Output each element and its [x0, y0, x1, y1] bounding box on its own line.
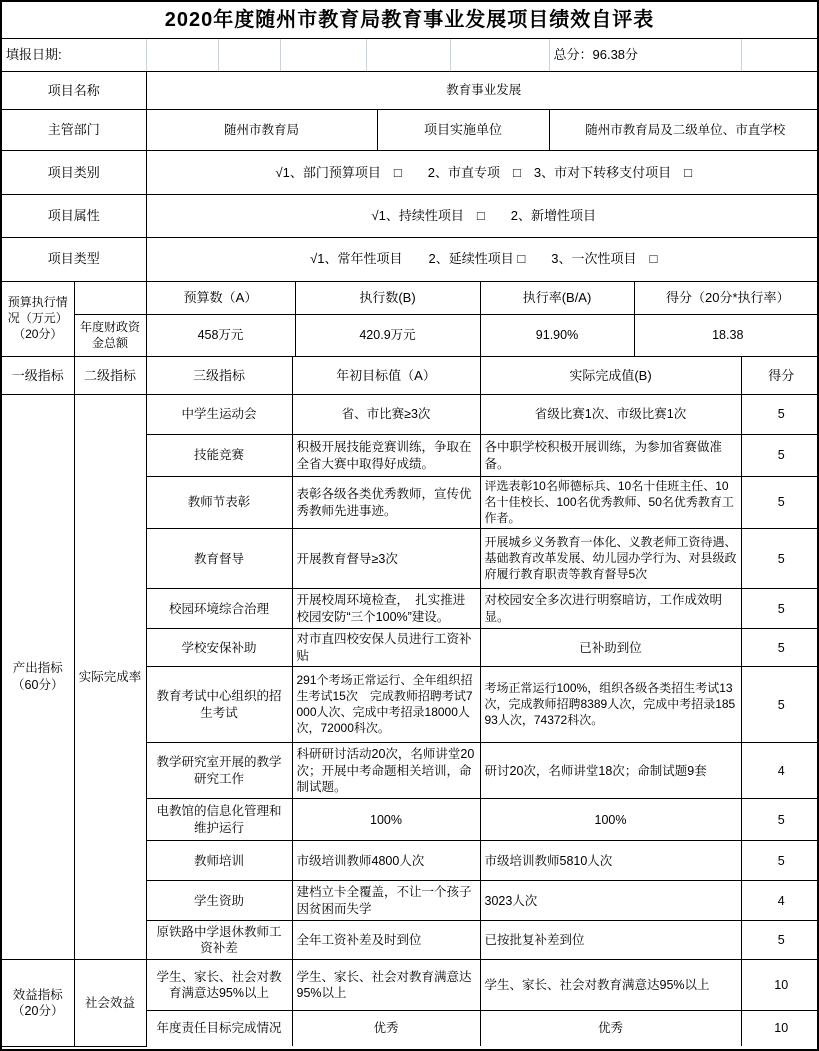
benefit-indicators-table — [2, 960, 819, 1047]
empty-cell — [450, 39, 549, 72]
score-cell: 4 — [741, 743, 819, 799]
category-options: √1、部门预算项目 □ 2、市直专项 □ 3、市对下转移支付项目 □ — [146, 151, 819, 194]
benefit-section-label: 效益指标（20分） — [2, 960, 74, 1046]
score-cell: 5 — [741, 529, 819, 589]
supervisor-value: 随州市教育局 — [146, 110, 377, 151]
actual-cell: 学生、家长、社会对教育满意达95%以上 — [480, 960, 741, 1010]
budget-row-label: 年度财政资金总额 — [74, 315, 146, 357]
indicator-name-cell: 教育考试中心组织的招生考试 — [146, 667, 292, 743]
actual-cell: 开展城乡义务教育一体化、义教老师工资待遇、基础教育改革发展、幼儿园办学行为、对县级政府履行教育职责等教育督导5次 — [480, 529, 741, 589]
rate-col-header: 执行率(B/A) — [480, 282, 634, 315]
score-cell: 5 — [741, 667, 819, 743]
attribute-options: √1、持续性项目 □ 2、新增性项目 — [146, 194, 819, 237]
project-name-table — [2, 72, 819, 110]
actual-cell: 对校园安全多次进行明察暗访，工作成效明显。 — [480, 589, 741, 629]
target-cell: 100% — [292, 799, 480, 841]
score-cell: 5 — [741, 477, 819, 529]
budget-table — [2, 282, 819, 358]
actual-cell: 市级培训教师5810人次 — [480, 841, 741, 881]
table-row — [2, 395, 819, 435]
target-cell: 建档立卡全覆盖，不让一个孩子因贫困而失学 — [292, 881, 480, 921]
score-cell: 5 — [741, 395, 819, 435]
target-cell: 全年工资补差及时到位 — [292, 921, 480, 960]
target-cell: 优秀 — [292, 1010, 480, 1046]
output-indicators-table — [2, 395, 819, 961]
exec-value: 420.9万元 — [295, 315, 480, 357]
category-label: 项目类别 — [2, 151, 146, 194]
empty-cell — [74, 282, 146, 315]
score-header: 得分 — [741, 357, 819, 394]
rate-value: 91.90% — [480, 315, 634, 357]
indicator-name-cell: 技能竞赛 — [146, 435, 292, 477]
actual-cell: 各中职学校积极开展训练，为参加省赛做准备。 — [480, 435, 741, 477]
score-cell: 5 — [741, 921, 819, 960]
indicator-name-cell: 教师培训 — [146, 841, 292, 881]
indicator-name-cell: 学生、家长、社会对教育满意达95%以上 — [146, 960, 292, 1010]
actual-cell: 已按批复补差到位 — [480, 921, 741, 960]
project-name-label: 项目名称 — [2, 72, 146, 109]
implement-unit-label: 项目实施单位 — [377, 110, 549, 151]
actual-cell: 考场正常运行100%，组织各级各类招生考试13次，完成教师招聘8389人次，完成中考招录18593人次，74372科次。 — [480, 667, 741, 743]
level3-header: 三级指标 — [146, 357, 292, 394]
supervisor-table — [2, 110, 819, 152]
target-cell: 省、市比赛≥3次 — [292, 395, 480, 435]
level2-header: 二级指标 — [74, 357, 146, 394]
empty-cell — [366, 39, 450, 72]
target-cell: 对市直四校安保人员进行工资补贴 — [292, 629, 480, 667]
indicator-name-cell: 年度责任目标完成情况 — [146, 1010, 292, 1046]
type-label: 项目类型 — [2, 237, 146, 281]
title-table — [2, 2, 817, 39]
indicator-name-cell: 学校安保补助 — [146, 629, 292, 667]
indicator-header-table — [2, 357, 819, 395]
budget-score-value: 18.38 — [634, 315, 819, 357]
empty-cell — [146, 39, 218, 72]
indicator-name-cell: 原铁路中学退休教师工资补差 — [146, 921, 292, 960]
page-title: 2020年度随州市教育局教育事业发展项目绩效自评表 — [2, 2, 817, 38]
score-cell: 5 — [741, 589, 819, 629]
score-cell: 4 — [741, 881, 819, 921]
score-col-header: 得分（20分*执行率） — [634, 282, 819, 315]
actual-cell: 优秀 — [480, 1010, 741, 1046]
score-cell: 5 — [741, 841, 819, 881]
target-cell: 科研研讨活动20次，名师讲堂20次；开展中考命题相关培训，命制试题。 — [292, 743, 480, 799]
exec-col-header: 执行数(B) — [295, 282, 480, 315]
table-row — [2, 960, 819, 1010]
score-cell: 10 — [774, 1021, 789, 1036]
budget-section-label: 预算执行情况（万元）（20分） — [2, 282, 74, 357]
project-category-table — [2, 151, 819, 282]
date-score-table — [2, 39, 819, 73]
benefit-level2-label: 社会效益 — [74, 960, 146, 1046]
type-options: √1、常年性项目 2、延续性项目 □ 3、一次性项目 □ — [146, 237, 819, 281]
target-header: 年初目标值（A） — [292, 357, 480, 394]
empty-cell — [280, 39, 366, 72]
target-cell: 市级培训教师4800人次 — [292, 841, 480, 881]
indicator-name-cell: 校园环境综合治理 — [146, 589, 292, 629]
report-date-label: 填报日期: — [2, 39, 146, 72]
target-cell: 学生、家长、社会对教育满意达95%以上 — [292, 960, 480, 1010]
score-cell: 10 — [741, 960, 819, 1010]
attribute-label: 项目属性 — [2, 194, 146, 237]
target-cell: 表彰各级各类优秀教师，宣传优秀教师先进事迹。 — [292, 477, 480, 529]
total-score: 总分：96.38分 — [549, 39, 741, 72]
output-level2-label: 实际完成率 — [74, 395, 146, 960]
actual-cell: 100% — [480, 799, 741, 841]
project-name-value: 教育事业发展 — [146, 72, 819, 109]
empty-cell — [741, 39, 819, 72]
indicator-name-cell: 教师节表彰 — [146, 477, 292, 529]
target-cell: 开展校周环境检查， 扎实推进校园安防“三个100%”建设。 — [292, 589, 480, 629]
indicator-name-cell: 电教馆的信息化管理和维护运行 — [146, 799, 292, 841]
actual-cell: 评选表彰10名师德标兵、10名十佳班主任、10名十佳校长、100名优秀教师、50名优秀教育工作者。 — [480, 477, 741, 529]
indicator-name-cell: 中学生运动会 — [146, 395, 292, 435]
indicator-name-cell: 教育督导 — [146, 529, 292, 589]
target-cell: 积极开展技能竞赛训练，争取在全省大赛中取得好成绩。 — [292, 435, 480, 477]
empty-cell — [218, 39, 280, 72]
output-section-label: 产出指标（60分） — [2, 395, 74, 960]
actual-cell: 3023人次 — [480, 881, 741, 921]
budget-value: 458万元 — [146, 315, 295, 357]
score-cell: 5 — [741, 435, 819, 477]
indicator-name-cell: 教学研究室开展的教学研究工作 — [146, 743, 292, 799]
score-cell: 5 — [741, 629, 819, 667]
target-cell: 291个考场正常运行、全年组织招生考试15次 完成教师招聘考试7000人次、完成中考招录18000人次，72000科次。 — [292, 667, 480, 743]
actual-header: 实际完成值(B) — [480, 357, 741, 394]
target-cell: 开展教育督导≥3次 — [292, 529, 480, 589]
score-cell: 5 — [741, 799, 819, 841]
level1-header: 一级指标 — [2, 357, 74, 394]
implement-unit-value: 随州市教育局及二级单位、市直学校 — [549, 110, 819, 151]
supervisor-label: 主管部门 — [2, 110, 146, 151]
indicator-name-cell: 学生资助 — [146, 881, 292, 921]
actual-cell: 研讨20次，名师讲堂18次；命制试题9套 — [480, 743, 741, 799]
actual-cell: 已补助到位 — [480, 629, 741, 667]
actual-cell: 省级比赛1次、市级比赛1次 — [480, 395, 741, 435]
budget-col-header: 预算数（A） — [146, 282, 295, 315]
